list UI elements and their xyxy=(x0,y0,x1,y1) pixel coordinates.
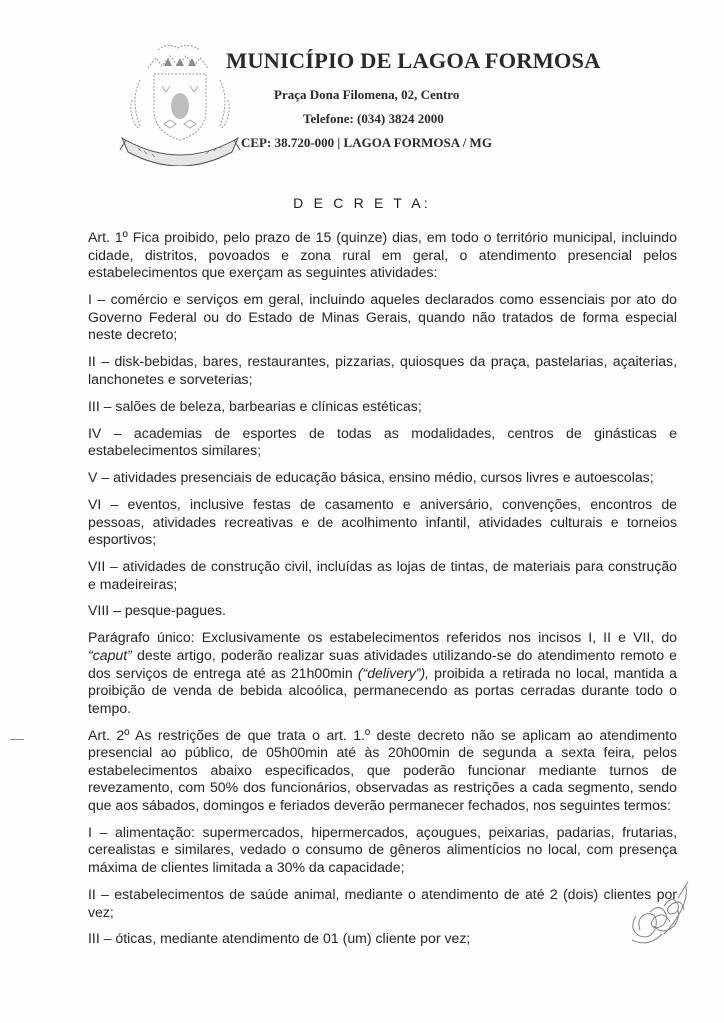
postal-code: CEP: 38.720-000 | LAGOA FORMOSA / MG xyxy=(241,135,492,150)
art1-item-i: I – comércio e serviços em geral, incluindo aqueles declarados como essenciais por ato do Governo Federal ou do Estado de Minas Gerais, quando não tratados de forma especial neste decreto; xyxy=(88,291,677,343)
paragrafo-delivery: (“delivery”), xyxy=(357,664,430,681)
margin-mark xyxy=(10,739,24,740)
paragrafo-text-3: proibida a retirada no local, mantida a proibição de venda de bebida alcoólica, permanecendo as portas cerradas durante todo o tempo. xyxy=(88,664,677,716)
coat-of-arms-icon xyxy=(118,40,242,166)
art2-intro: Art. 2º As restrições de que trata o art. 1.º deste decreto não se aplicam ao atendimento presencial ao público, de 05h00min até às 20h00min de segunda a sexta feira, pelos estabelecimentos abaixo especificados, que poderão funcionar mediante turnos de revezamento, com 50% dos funcionários, observadas as restrições a cada segmento, sendo que aos sábados, domingos e feriados deverão permanecer fechados, nos seguintes termos: xyxy=(88,726,677,813)
art2-item-i: I – alimentação: supermercados, hipermercados, açougues, peixarias, padarias, frutarias, cerealistas e similares, vedado o consumo de gêneros alimentícios no local, com presença máxima de clientes limitada a 30% da capacidade; xyxy=(88,823,677,876)
paragrafo-text-2: deste artigo, poderão realizar suas atividades utilizando-se do atendimento remoto e dos serviços de entrega até as 21h00min xyxy=(88,646,677,681)
paragrafo-text-1: Parágrafo único: Exclusivamente os estabelecimentos referidos nos incisos I, II e VII, do xyxy=(88,629,677,646)
art1-item-vii: VII – atividades de construção civil, incluídas as lojas de tintas, de materiais para construção e madeireiras; xyxy=(88,557,677,592)
art1-item-vi: VI – eventos, inclusive festas de casamento e aniversário, convenções, encontros de pessoas, atividades recreativas e de acolhimento infantil, atividades culturais e torneios esportivos; xyxy=(88,495,677,548)
art1-item-ii: II – disk-bebidas, bares, restaurantes, pizzarias, quiosques da praça, pastelarias, açaiterias, lanchonetes e sorveterias; xyxy=(88,353,677,387)
art2-item-ii: II – estabelecimentos de saúde animal, mediante o atendimento de até 2 (dois) clientes por vez; xyxy=(88,885,677,920)
art1-intro: Art. 1º Fica proibido, pelo prazo de 15 (quinze) dias, em todo o território municipal, incluindo cidade, distritos, povoados e zona rural em geral, o atendimento presencial pelos estabelecimentos que exerçam as seguintes atividades: xyxy=(88,229,677,281)
decree-heading: D E C R E T A: xyxy=(293,195,431,211)
municipality-title: MUNICÍPIO DE LAGOA FORMOSA xyxy=(226,48,601,73)
address: Praça Dona Filomena, 02, Centro xyxy=(274,87,460,102)
art1-item-viii: VIII – pesque-pagues. xyxy=(88,602,226,619)
art1-paragrafo-unico xyxy=(88,629,677,717)
decree-body xyxy=(88,229,677,957)
art1-item-v: V – atividades presenciais de educação básica, ensino médio, cursos livres e autoescolas; xyxy=(88,469,654,486)
paragrafo-caput: “caput” xyxy=(88,646,132,663)
art1-item-iii: III – salões de beleza, barbearias e clínicas estéticas; xyxy=(88,397,422,414)
phone: Telefone: (034) 3824 2000 xyxy=(303,111,444,126)
art2-item-iii: III – óticas, mediante atendimento de 01 (um) cliente por vez; xyxy=(88,930,471,947)
signature-icon xyxy=(624,876,704,956)
art1-item-iv: IV – academias de esportes de todas as modalidades, centros de ginásticas e estabelecimentos similares; xyxy=(88,424,677,459)
